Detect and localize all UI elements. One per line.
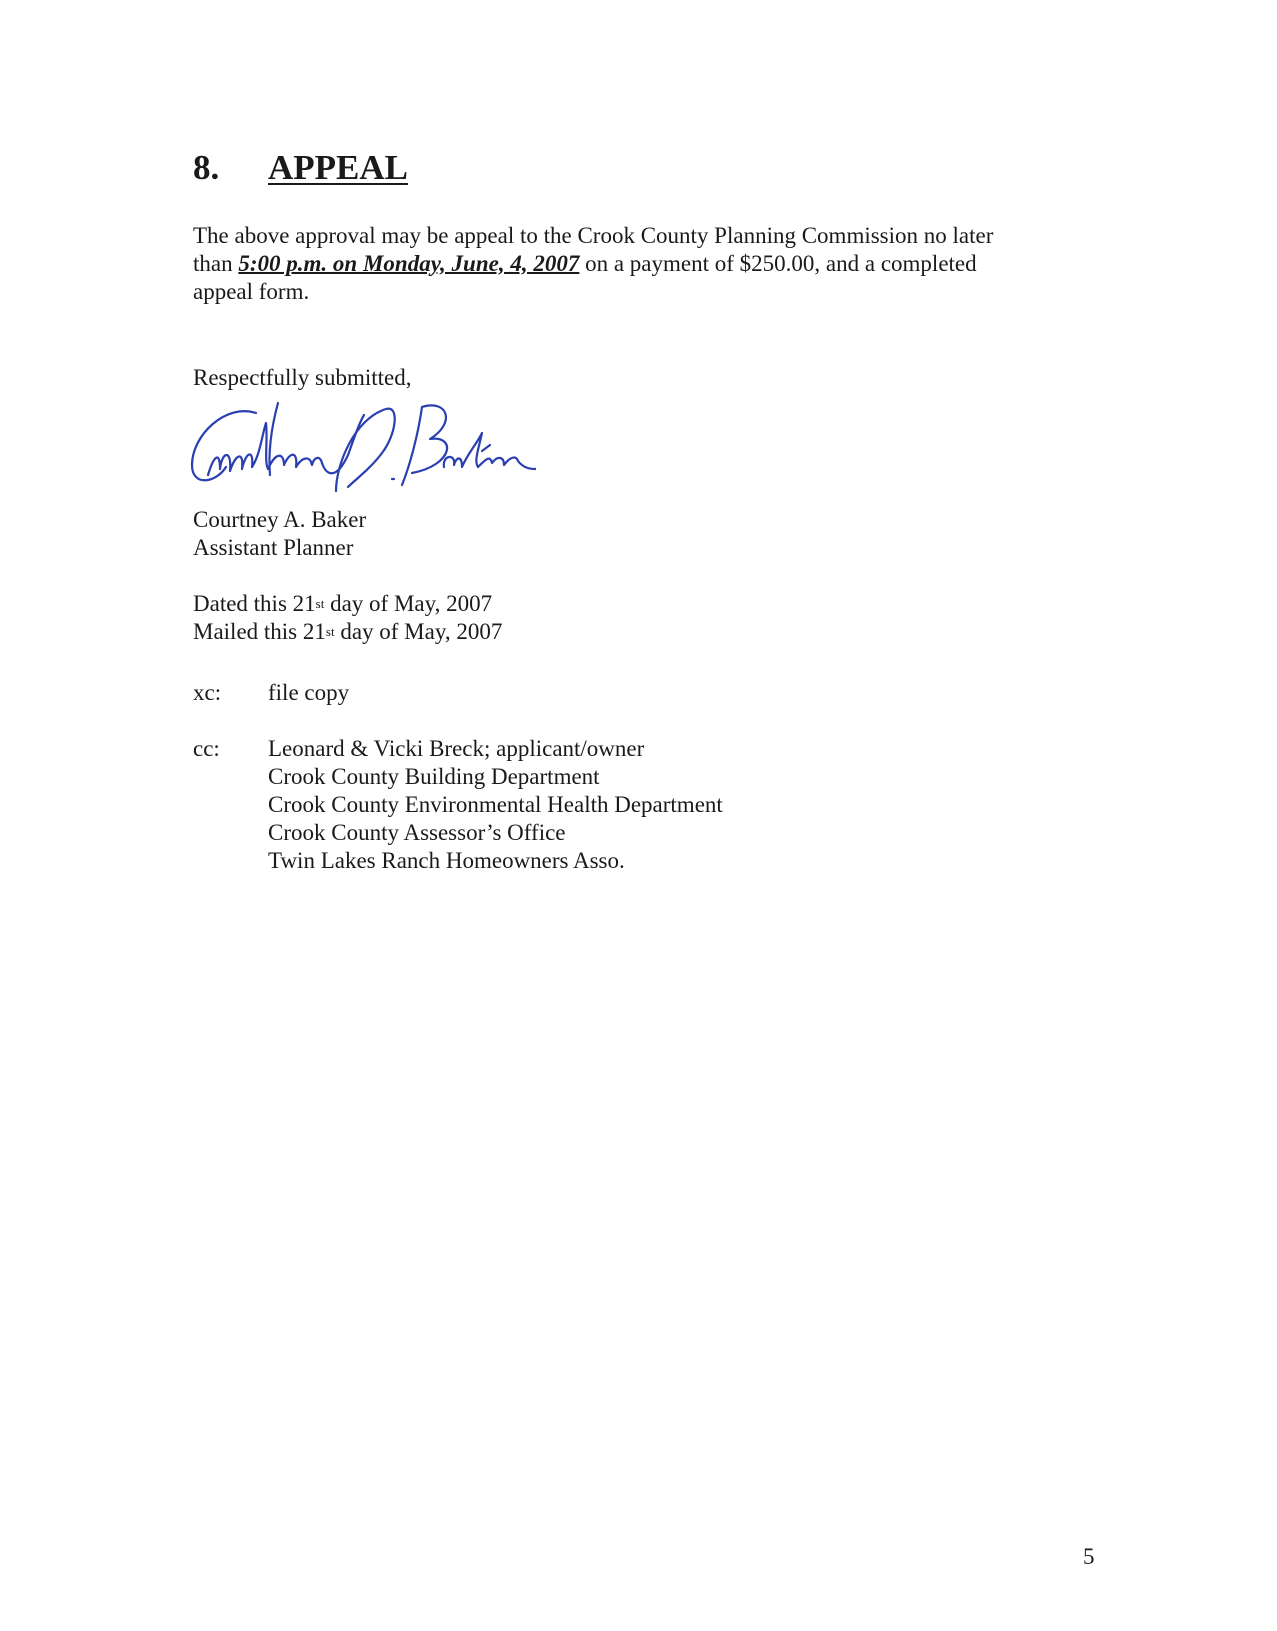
dated-suffix: day of May, 2007 [324,591,493,616]
appeal-line-2-prefix: than [193,251,239,276]
cc-item: Crook County Assessor’s Office [268,820,566,845]
cc-label: cc: [193,736,220,761]
mailed-ordinal: st [325,624,335,639]
handwritten-signature [186,395,536,505]
closing-salutation: Respectfully submitted, [193,365,412,390]
page-number: 5 [1083,1544,1095,1569]
appeal-line-3: appeal form. [193,279,310,304]
xc-item: file copy [268,680,350,705]
xc-list [268,679,349,707]
cc-item: Crook County Building Department [268,764,600,789]
dated-prefix: Dated this 21 [193,591,316,616]
cc-item: Leonard & Vicki Breck; applicant/owner [268,736,645,761]
appeal-line-1: The above approval may be appeal to the Crook County Planning Commission no later [193,223,994,248]
section-heading [193,150,408,185]
appeal-line-2 [193,250,993,278]
appeal-line-2-suffix: on a payment of $250.00, and a completed [579,251,977,276]
dated-ordinal: st [315,596,325,611]
signer-name: Courtney A. Baker [193,507,367,532]
cc-item: Crook County Environmental Health Department [268,792,723,817]
cc-list [268,735,723,875]
section-number: 8. [193,148,220,187]
appeal-paragraph [193,222,993,306]
mailed-suffix: day of May, 2007 [334,619,503,644]
section-title: APPEAL [268,148,408,187]
cc-item: Twin Lakes Ranch Homeowners Asso. [268,848,625,873]
appeal-deadline: 5:00 p.m. on Monday, June, 4, 2007 [238,251,580,276]
mailed-line [193,618,502,646]
dates-block [193,590,502,646]
mailed-prefix: Mailed this 21 [193,619,326,644]
xc-label: xc: [193,680,222,705]
dated-line [193,590,502,618]
signer-block [193,506,366,562]
signer-title: Assistant Planner [193,535,354,560]
